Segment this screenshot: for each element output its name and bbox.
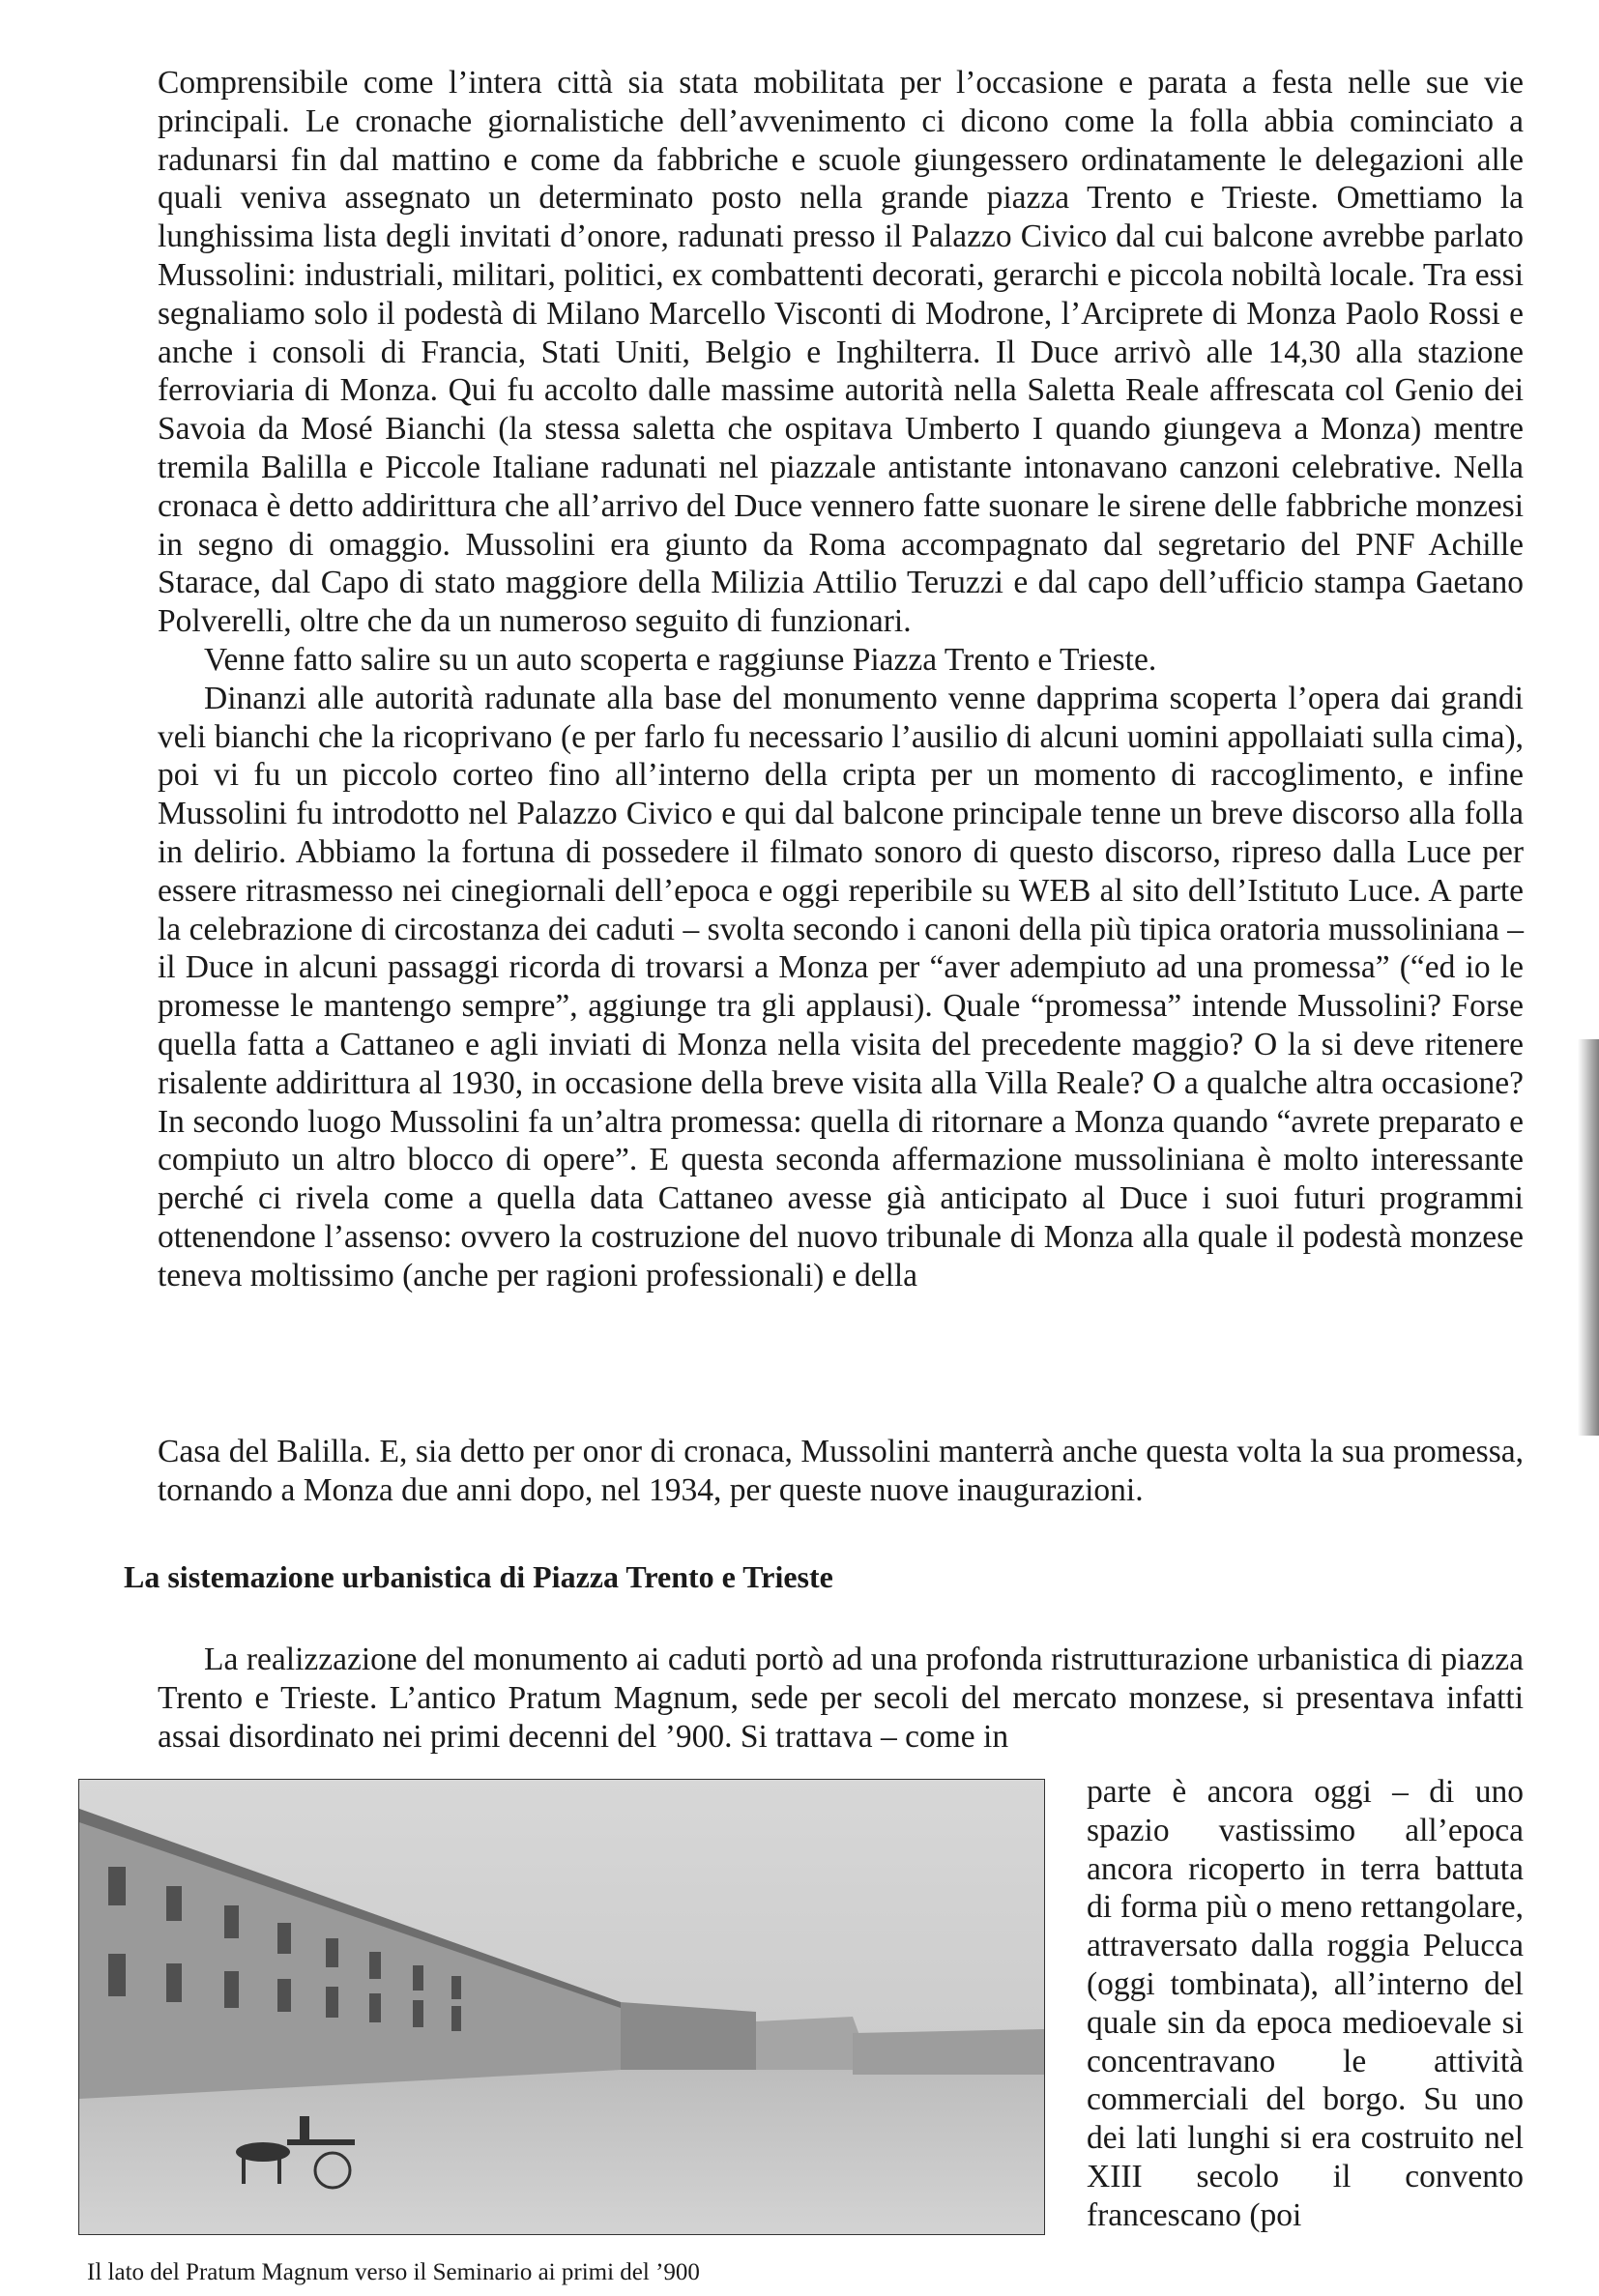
continuation-text-block bbox=[158, 1433, 1524, 1510]
paragraph-mobilitazione: Comprensibile come l’intera città sia stata mobilitata per l’occasione e parata a festa nelle sue vie principali. Le cronache giornalistiche dell’avvenimento ci dicono come la folla abbia cominciato a radunarsi fin dal mattino e come da fabbriche e scuole giungessero ordinatamente le delegazioni alle quali veniva assegnato un determinato posto nella grande piazza Trento e Trieste. Omettiamo la lunghissima lista degli invitati d’onore, radunati presso il Palazzo Civico dal cui balcone avrebbe parlato Mussolini: industriali, militari, politici, ex combattenti decorati, gerarchi e piccola nobiltà locale. Tra essi segnaliamo solo il podestà di Milano Marcello Visconti di Modrone, l’Arciprete di Monza Paolo Rossi e anche i consoli di Francia, Stati Uniti, Belgio e Inghilterra. Il Duce arrivò alle 14,30 alla stazione ferroviaria di Monza. Qui fu accolto dalle massime autorità nella Saletta Reale affrescata col Genio dei Savoia da Mosé Bianchi (la stessa saletta che ospitava Umberto I quando giungeva a Monza) mentre tremila Balilla e Piccole Italiane radunati nel piazzale antistante intonavano canzoni celebrative. Nella cronaca è detto addirittura che all’arrivo del Duce vennero fatte suonare le sirene delle fabbriche monzesi in segno di omaggio. Mussolini era giunto da Roma accompagnato dal segretario del PNF Achille Starace, dal Capo di stato maggiore della Milizia Attilio Teruzzi e dal capo dell’ufficio stampa Gaetano Polverelli, oltre che da un numeroso seguito di funzionari. bbox=[158, 65, 1524, 640]
page-shadow bbox=[1578, 1039, 1599, 1436]
paragraph-sistemazione: La realizzazione del monumento ai caduti portò ad una profonda ristrutturazione urbanistica di piazza Trento e Trieste. L’antico Pratum Magnum, sede per secoli del mercato monzese, si presentava infatti assai disordinato nei primi decenni del ’900. Si trattava – come in bbox=[158, 1642, 1524, 1755]
figure-caption: Il lato del Pratum Magnum verso il Seminario ai primi del ’900 bbox=[87, 2259, 700, 2285]
paragraph-pratum-description: parte è ancora oggi – di uno spazio vastissimo all’epoca ancora ricoperto in terra battuta di forma più o meno rettangolare, attraversato dalla roggia Pelucca (oggi tombinata), all’interno del quale sin da epoca medioevale si concentravano le attività commerciali del borgo. Su uno dei lati lunghi si era costruito nel XIII secolo il convento francescano (poi bbox=[1087, 1774, 1524, 2233]
main-text-block bbox=[158, 64, 1524, 1295]
section-text-block bbox=[158, 1641, 1524, 1756]
paragraph-discorso: Dinanzi alle autorità radunate alla base del monumento venne dapprima scoperta l’opera dai grandi veli bianchi che la ricoprivano (e per farlo fu necessario l’ausilio di alcuni uomini appollaiati sulla cima), poi vi fu un piccolo corteo fino all’interno della cripta per un momento di raccoglimento, e infine Mussolini fu introdotto nel Palazzo Civico e qui dal balcone principale tenne un breve discorso alla folla in delirio. Abbiamo la fortuna di possedere il filmato sonoro di questo discorso, ripreso dalla Luce per essere ritrasmesso nei cinegiornali dell’epoca e oggi reperibile su WEB al sito dell’Istituto Luce. A parte la celebrazione di circostanza dei caduti – svolta secondo i canoni della più tipica oratoria mussoliniana – il Duce in alcuni passaggi ricorda di trovarsi a Monza per “aver adempiuto ad una promessa” (“ed io le promesse le mantengo sempre”, aggiunge tra gli applausi). Quale “promessa” intende Mussolini? Forse quella fatta a Cattaneo e agli inviati di Monza nella visita del precedente maggio? O la si deve ritenere risalente addirittura al 1930, in occasione della breve visita alla Villa Reale? O a qualche altra occasione? In secondo luogo Mussolini fa un’altra promessa: quella di ritornare a Monza quando “avrete preparato e compiuto un altro blocco di opere”. E questa seconda affermazione mussoliniana è molto interessante perché ci rivela come a quella data Cattaneo avesse già anticipato al Duce i suoi futuri programmi ottenendone l’assenso: ovvero la costruzione del nuovo tribunale di Monza alla quale il podestà monzese teneva moltissimo (anche per ragioni professionali) e della bbox=[158, 680, 1524, 1293]
pratum-magnum-photo bbox=[78, 1779, 1045, 2235]
paragraph-casa-balilla: Casa del Balilla. E, sia detto per onor di cronaca, Mussolini manterrà anche questa volta la sua promessa, tornando a Monza due anni dopo, nel 1934, per queste nuove inaugurazioni. bbox=[158, 1434, 1524, 1508]
side-text-column bbox=[1087, 1773, 1524, 2235]
section-heading: La sistemazione urbanistica di Piazza Trento e Trieste bbox=[124, 1559, 833, 1594]
historic-photo-figure bbox=[78, 1779, 1060, 2252]
paragraph-auto-scoperta: Venne fatto salire su un auto scoperta e raggiunse Piazza Trento e Trieste. bbox=[204, 641, 1157, 678]
